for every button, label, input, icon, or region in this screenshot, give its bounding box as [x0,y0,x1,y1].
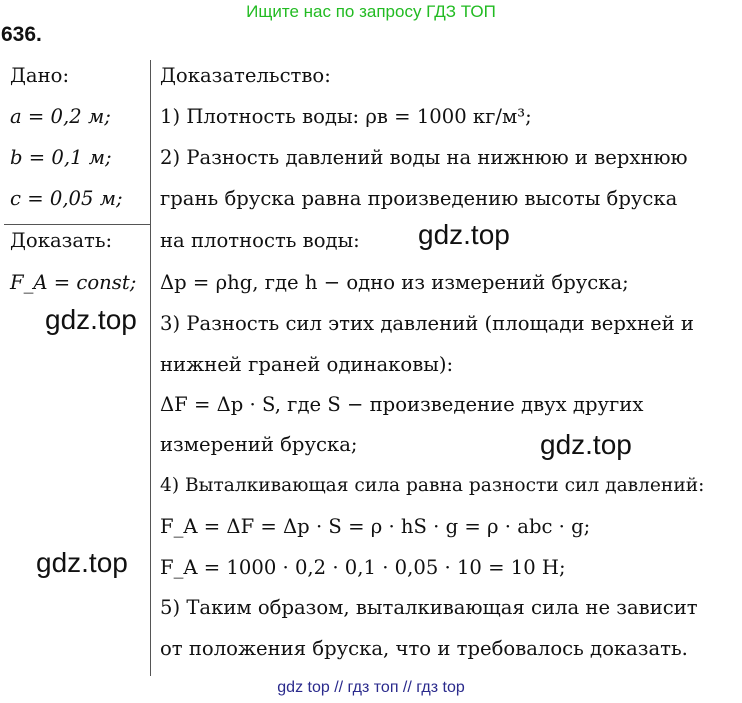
proof-line-5: Δp = ρhg, где h − одно из измерений бруска; [160,271,629,294]
given-item-c: c = 0,05 м; [10,187,123,210]
proof-line-7: нижней граней одинаковы): [160,353,454,376]
proof-line-13: 5) Таким образом, выталкивающая сила не зависит [160,596,698,619]
given-item-b: b = 0,1 м; [10,146,112,169]
proof-line-1: 1) Плотность воды: ρв = 1000 кг/м³; [160,105,532,128]
top-banner: Ищите нас по запросу ГДЗ ТОП [246,2,496,21]
problem-number: 636. [1,23,42,46]
watermark-4: gdz.top [36,547,128,578]
proof-line-12: F_A = 1000 · 0,2 · 0,1 · 0,05 · 10 = 10 Н; [160,556,566,579]
proof-line-2: 2) Разность давлений воды на нижнюю и верхнюю [160,146,688,169]
proof-line-9: измерений бруска; [160,433,358,456]
proof-line-4: на плотность воды: [160,229,360,252]
proof-line-10: 4) Выталкивающая сила равна разности сил давлений: [160,475,705,496]
proof-line-8: ΔF = Δp · S, где S − произведение двух других [160,393,644,416]
to-prove-title: Доказать: [10,229,113,252]
vertical-divider [150,60,151,676]
watermark-2: gdz.top [45,304,137,335]
watermark-1: gdz.top [418,219,510,250]
proof-title: Доказательство: [160,64,331,87]
proof-line-14: от положения бруска, что и требовалось доказать. [160,637,688,660]
footer-links[interactable]: gdz top // гдз топ // гдз top [277,679,465,696]
proof-line-6: 3) Разность сил этих давлений (площади верхней и [160,312,694,335]
watermark-3: gdz.top [540,429,632,460]
horizontal-divider [4,224,151,225]
proof-line-3: грань бруска равна произведению высоты бруска [160,187,678,210]
given-item-a: a = 0,2 м; [10,105,111,128]
to-prove-item: F_A = const; [10,271,137,294]
given-title: Дано: [10,64,70,87]
proof-line-11: F_A = ΔF = Δp · S = ρ · hS · g = ρ · abc · g; [160,515,591,538]
